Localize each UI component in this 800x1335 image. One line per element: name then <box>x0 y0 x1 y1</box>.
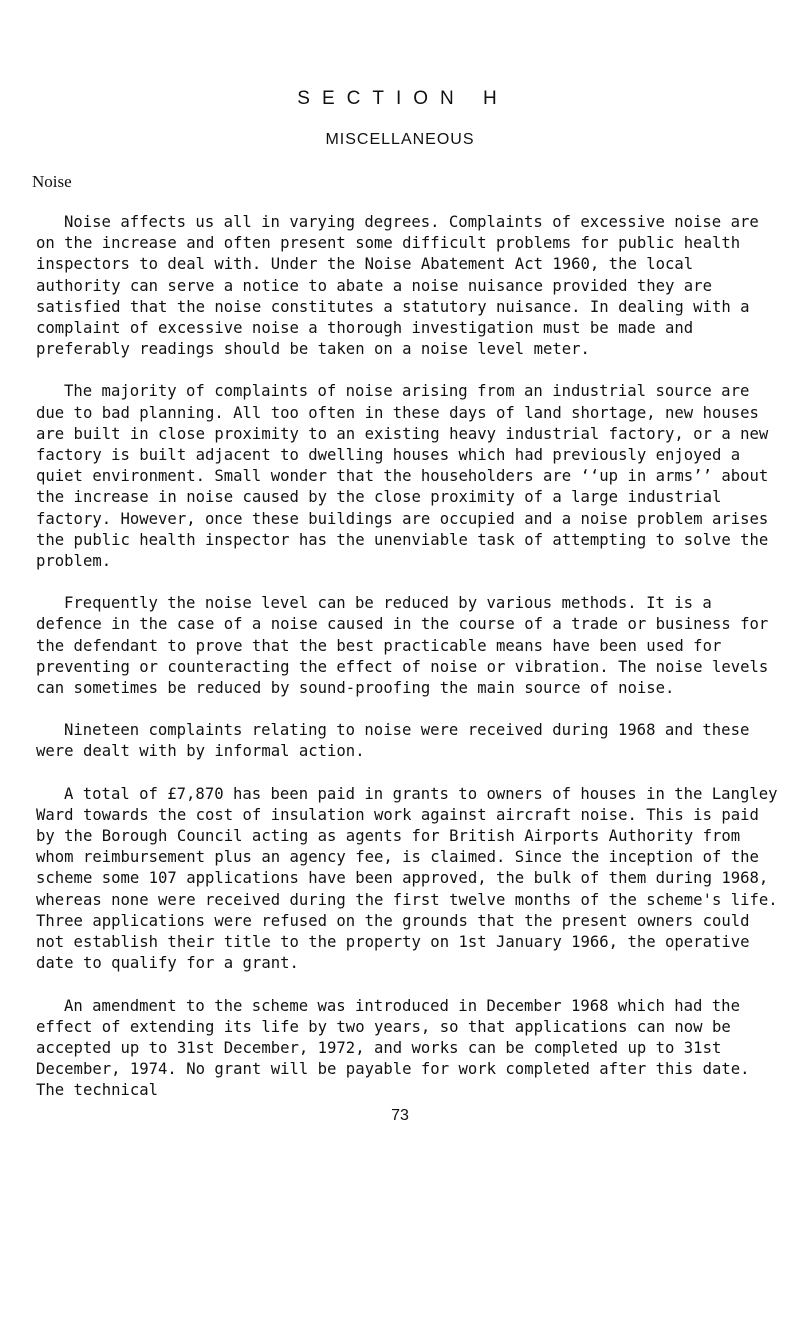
paragraph-industrial-source: The majority of complaints of noise arising from an industrial source are due to bad planning. All too often in these days of land shortage, new houses are built in close proximity to an existing heavy industrial factory, or a new factory is built adjacent to dwelling houses which had previously enjoyed a quiet environment. Small wonder that the householders are ‘‘up in arms’’ about the increase in noise caused by the close proximity of a large industrial factory. However, once these buildings are occupied and a noise problem arises the public health inspector has the unenviable task of attempting to solve the problem. <box>36 382 769 571</box>
section-subtitle: MISCELLANEOUS <box>325 131 475 148</box>
section-title: SECTION H <box>297 88 509 109</box>
paragraph-insulation-grants: A total of £7,870 has been paid in grants to owners of houses in the Langley Ward towards the cost of insulation work against aircraft noise. This is paid by the Borough Council acting as agents for British Airports Authority from whom reimbursement plus an agency fee, is claimed. Since the inception of the scheme some 107 applications have been approved, the bulk of them during 1968, whereas none were received during the first twelve months of the scheme's life. Three applications were refused on the grounds that the present owners could not establish their title to the property on 1st January 1966, the operative date to qualify for a grant. <box>36 784 778 973</box>
noise-heading: Noise <box>32 172 72 191</box>
paragraph-complaints-1968: Nineteen complaints relating to noise were received during 1968 and these were dealt with by informal action. <box>36 721 750 761</box>
paragraph-reduction-methods: Frequently the noise level can be reduced by various methods. It is a defence in the case of a noise caused in the course of a trade or business for the defendant to prove that the best practicable means have been used for preventing or counteracting the effect of noise or vibration. The noise levels can sometimes be reduced by sound-proofing the main source of noise. <box>36 594 769 698</box>
page-number: 73 <box>391 1107 409 1124</box>
paragraph-scheme-amendment: An amendment to the scheme was introduced in December 1968 which had the effect of extending its life by two years, so that applications can now be accepted up to 31st December, 1972, and works can be completed up to 31st December, 1974. No grant will be payable for work completed after this date. The technical <box>36 996 750 1100</box>
paragraph-noise-intro: Noise affects us all in varying degrees. Complaints of excessive noise are on the increase and often present some difficult problems for public health inspectors to deal with. Under the Noise Abatement Act 1960, the local authority can serve a notice to abate a noise nuisance provided they are satisfied that the noise constitutes a statutory nuisance. In dealing with a complaint of excessive noise a thorough investigation must be made and preferably readings should be taken on a noise level meter. <box>36 213 759 359</box>
body-text <box>36 212 781 1123</box>
